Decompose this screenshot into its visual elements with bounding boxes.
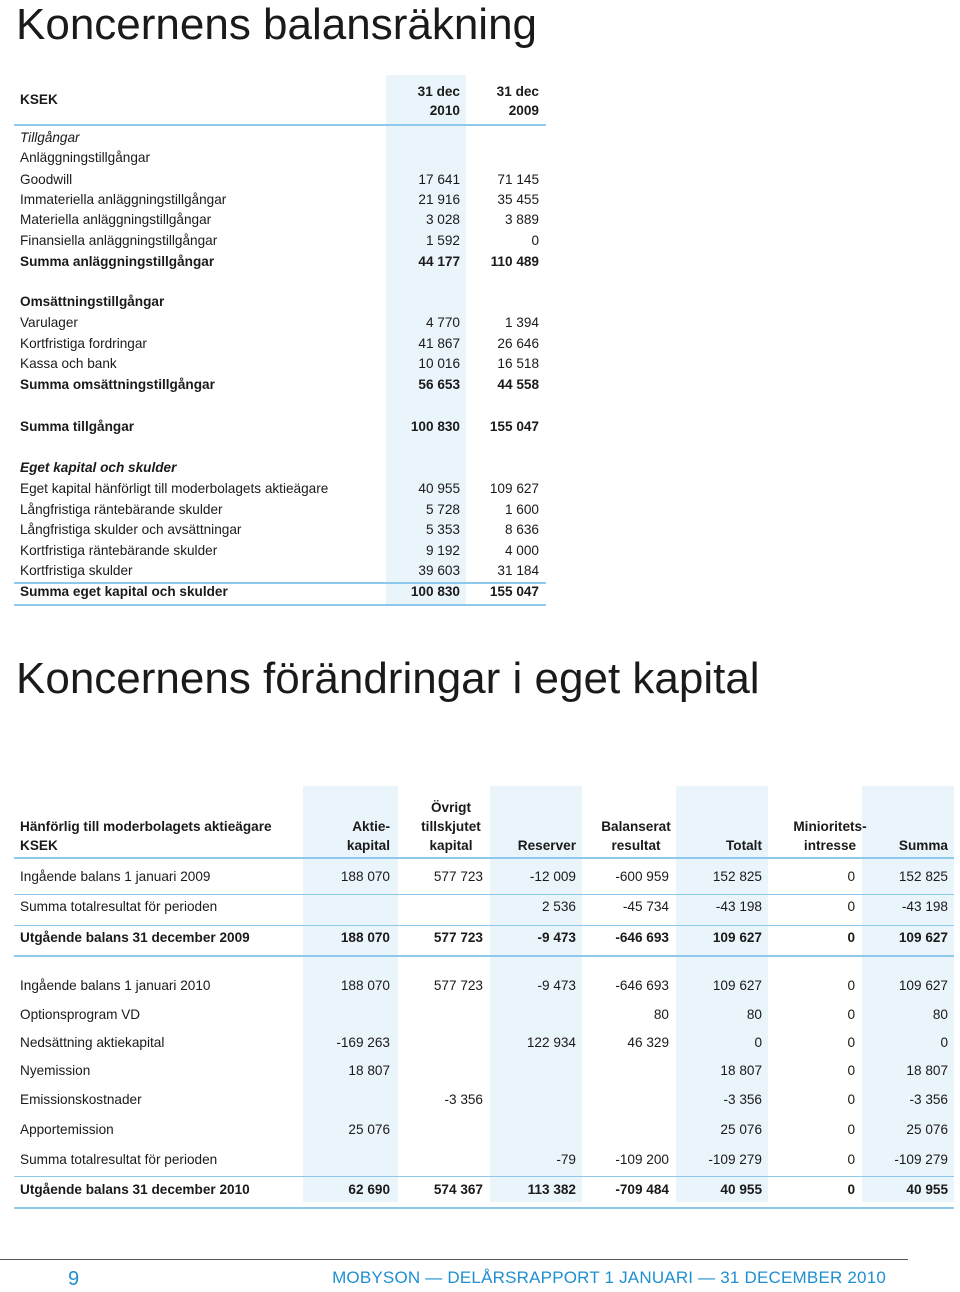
balance-value-2010: 41 867 xyxy=(418,336,460,351)
balance-value-2010: 5 728 xyxy=(425,502,460,517)
equity-row-label: Utgående balans 31 december 2009 xyxy=(20,930,250,945)
equity-cell-minoritet: 0 xyxy=(847,1063,855,1078)
balance-value-2010: 21 916 xyxy=(418,192,460,207)
equity-cell-reserver: -9 473 xyxy=(537,930,576,945)
equity-row xyxy=(0,1060,960,1082)
rule-after-row1 xyxy=(14,894,954,895)
equity-cell-balanserat: 80 xyxy=(653,1007,669,1022)
equity-cell-summa: 18 807 xyxy=(906,1063,948,1078)
balance-row-label: Långfristiga räntebärande skulder xyxy=(20,502,223,517)
equity-row-label: Ingående balans 1 januari 2009 xyxy=(20,869,211,884)
equity-head-label: Hänförlig till moderbolagets aktieägare KSEK xyxy=(20,819,272,853)
balance-value-2009: 3 889 xyxy=(504,212,539,227)
ksek-label: KSEK xyxy=(20,92,58,107)
balance-row-label: Kortfristiga skulder xyxy=(20,563,133,578)
equity-row xyxy=(0,1032,960,1054)
balance-row xyxy=(0,128,960,148)
equity-cell-summa: 152 825 xyxy=(898,869,948,884)
equity-row-label: Summa totalresultat för perioden xyxy=(20,899,218,914)
balance-row xyxy=(0,252,960,272)
balance-value-2010: 10 016 xyxy=(418,356,460,371)
col-head-reserver: Reserver xyxy=(517,838,576,853)
balance-row-label: Långfristiga skulder och avsättningar xyxy=(20,522,242,537)
equity-cell-totalt: 80 xyxy=(746,1007,762,1022)
equity-row xyxy=(0,1179,960,1201)
equity-cell-minoritet: 0 xyxy=(847,1122,855,1137)
balance-row-label: Kortfristiga fordringar xyxy=(20,336,147,351)
equity-cell-balanserat: -709 484 xyxy=(615,1182,669,1197)
equity-cell-minoritet: 0 xyxy=(847,899,855,914)
total-underline xyxy=(14,604,546,606)
balance-value-2010: 100 830 xyxy=(410,584,460,599)
balance-row xyxy=(0,520,960,540)
balance-row xyxy=(0,210,960,230)
balance-value-2010: 40 955 xyxy=(418,481,460,496)
equity-row-label: Ingående balans 1 januari 2010 xyxy=(20,978,211,993)
equity-row-label: Apportemission xyxy=(20,1122,114,1137)
equity-row-label: Utgående balans 31 december 2010 xyxy=(20,1182,250,1197)
equity-cell-totalt: 152 825 xyxy=(712,869,762,884)
equity-cell-aktiekapital: 62 690 xyxy=(348,1182,390,1197)
balance-row xyxy=(0,375,960,395)
col-head-balanserat: Balanserat resultat xyxy=(601,819,671,853)
balance-value-2009: 109 627 xyxy=(489,481,539,496)
balance-header-row xyxy=(0,90,960,110)
balance-value-2009: 8 636 xyxy=(504,522,539,537)
equity-cell-balanserat: -45 734 xyxy=(622,899,669,914)
balance-value-2009: 4 000 xyxy=(504,543,539,558)
balance-value-2010: 39 603 xyxy=(418,563,460,578)
equity-row xyxy=(0,866,960,888)
equity-row-label: Nedsättning aktiekapital xyxy=(20,1035,165,1050)
balance-row xyxy=(0,582,960,602)
equity-header-underline xyxy=(14,857,954,859)
balance-value-2009: 71 145 xyxy=(497,172,539,187)
equity-cell-minoritet: 0 xyxy=(847,869,855,884)
rule-after-ub2010 xyxy=(14,1207,954,1209)
equity-row-label: Nyemission xyxy=(20,1063,91,1078)
equity-row xyxy=(0,1004,960,1026)
balance-row-label: Varulager xyxy=(20,315,78,330)
balance-row-label: Summa tillgångar xyxy=(20,419,135,434)
equity-cell-totalt: 18 807 xyxy=(720,1063,762,1078)
page-title-equity-changes: Koncernens förändringar i eget kapital xyxy=(16,654,760,703)
balance-value-2010: 9 192 xyxy=(425,543,460,558)
balance-row xyxy=(0,354,960,374)
equity-row-label: Summa totalresultat för perioden xyxy=(20,1152,218,1167)
equity-cell-summa: 40 955 xyxy=(906,1182,948,1197)
balance-value-2009: 0 xyxy=(531,233,539,248)
balance-row-label: Eget kapital hänförligt till moderbolagets aktieägare xyxy=(20,481,329,496)
equity-cell-totalt: 109 627 xyxy=(712,930,762,945)
balance-row-label: Kortfristiga räntebärande skulder xyxy=(20,543,218,558)
rule-before-ub2010 xyxy=(14,1176,954,1177)
col-head-minoritet: Minioritets- intresse xyxy=(793,819,867,853)
balance-value-2009: 110 489 xyxy=(490,254,539,269)
balance-row-label: Finansiella anläggningstillgångar xyxy=(20,233,218,248)
header-underline xyxy=(14,124,546,126)
equity-row xyxy=(0,1149,960,1171)
balance-value-2010: 100 830 xyxy=(410,419,460,434)
balance-row-label: Materiella anläggningstillgångar xyxy=(20,212,212,227)
equity-cell-reserver: -79 xyxy=(556,1152,576,1167)
balance-row xyxy=(0,500,960,520)
equity-cell-totalt: -3 356 xyxy=(723,1092,762,1107)
balance-row xyxy=(0,231,960,251)
equity-cell-reserver: 122 934 xyxy=(526,1035,576,1050)
equity-cell-summa: 109 627 xyxy=(898,930,948,945)
equity-cell-ovrigt-tillskjutet: 577 723 xyxy=(433,930,483,945)
balance-value-2009: 1 394 xyxy=(504,315,539,330)
balance-row-label: Immateriella anläggningstillgångar xyxy=(20,192,227,207)
equity-row xyxy=(0,927,960,949)
equity-cell-aktiekapital: -169 263 xyxy=(336,1035,390,1050)
balance-row xyxy=(0,417,960,437)
equity-cell-minoritet: 0 xyxy=(847,930,855,945)
footer-page-number: 9 xyxy=(68,1268,80,1290)
equity-cell-summa: -43 198 xyxy=(901,899,948,914)
total-overline xyxy=(14,582,546,584)
equity-cell-ovrigt-tillskjutet: 574 367 xyxy=(433,1182,483,1197)
balance-value-2010: 56 653 xyxy=(418,377,460,392)
equity-cell-ovrigt-tillskjutet: -3 356 xyxy=(444,1092,483,1107)
equity-cell-minoritet: 0 xyxy=(847,1035,855,1050)
balance-row xyxy=(0,334,960,354)
footer-report-title: MOBYSON — DELÅRSRAPPORT 1 JANUARI — 31 DECEMBER 2010 xyxy=(332,1268,886,1287)
balance-row xyxy=(0,458,960,478)
equity-cell-aktiekapital: 18 807 xyxy=(348,1063,390,1078)
equity-cell-totalt: -109 279 xyxy=(708,1152,762,1167)
col-head-totalt: Totalt xyxy=(726,838,762,853)
equity-cell-ovrigt-tillskjutet: 577 723 xyxy=(433,869,483,884)
equity-row-label: Optionsprogram VD xyxy=(20,1007,141,1022)
balance-row xyxy=(0,292,960,312)
rule-after-ub2009 xyxy=(14,955,954,957)
balance-value-2010: 44 177 xyxy=(418,254,460,269)
balance-value-2010: 4 770 xyxy=(425,315,460,330)
equity-cell-balanserat: -600 959 xyxy=(615,869,669,884)
balance-value-2010: 1 592 xyxy=(425,233,460,248)
balance-value-2009: 1 600 xyxy=(504,502,539,517)
equity-cell-balanserat: -646 693 xyxy=(615,978,669,993)
equity-cell-totalt: -43 198 xyxy=(715,899,762,914)
equity-cell-summa: 109 627 xyxy=(898,978,948,993)
balance-row-label: Omsättningstillgångar xyxy=(20,294,165,309)
equity-cell-totalt: 109 627 xyxy=(712,978,762,993)
equity-cell-summa: 0 xyxy=(940,1035,948,1050)
equity-cell-totalt: 0 xyxy=(754,1035,762,1050)
balance-sheet-table xyxy=(0,0,960,620)
equity-cell-aktiekapital: 188 070 xyxy=(340,978,390,993)
balance-row xyxy=(0,479,960,499)
equity-cell-totalt: 25 076 xyxy=(720,1122,762,1137)
equity-cell-aktiekapital: 25 076 xyxy=(348,1122,390,1137)
equity-cell-minoritet: 0 xyxy=(847,1182,855,1197)
balance-value-2009: 26 646 xyxy=(497,336,539,351)
rule-before-ub2009 xyxy=(14,925,954,926)
balance-row xyxy=(0,170,960,190)
balance-value-2009: 16 518 xyxy=(497,356,539,371)
balance-row xyxy=(0,561,960,581)
equity-cell-summa: 25 076 xyxy=(906,1122,948,1137)
col-head-summa: Summa xyxy=(898,838,948,853)
equity-cell-reserver: 2 536 xyxy=(541,899,576,914)
balance-row xyxy=(0,190,960,210)
equity-cell-aktiekapital: 188 070 xyxy=(340,869,390,884)
balance-value-2010: 5 353 xyxy=(425,522,460,537)
balance-row-label: Eget kapital och skulder xyxy=(20,460,177,475)
col-header-2009: 31 dec 2009 xyxy=(496,84,539,118)
equity-cell-minoritet: 0 xyxy=(847,1092,855,1107)
equity-cell-balanserat: 46 329 xyxy=(627,1035,669,1050)
equity-cell-ovrigt-tillskjutet: 577 723 xyxy=(433,978,483,993)
equity-row xyxy=(0,975,960,997)
page-title-balance-sheet: Koncernens balansräkning xyxy=(16,0,538,49)
equity-cell-balanserat: -109 200 xyxy=(615,1152,669,1167)
equity-cell-minoritet: 0 xyxy=(847,978,855,993)
balance-value-2010: 3 028 xyxy=(425,212,460,227)
balance-value-2009: 35 455 xyxy=(497,192,539,207)
equity-cell-summa: -3 356 xyxy=(909,1092,948,1107)
equity-row-label: Emissionskostnader xyxy=(20,1092,142,1107)
col-head-ovrigt: Övrigt tillskjutet kapital xyxy=(421,800,481,853)
balance-value-2010: 17 641 xyxy=(418,172,460,187)
footer-rule xyxy=(0,1259,908,1260)
balance-row-label: Goodwill xyxy=(20,172,73,187)
equity-cell-minoritet: 0 xyxy=(847,1007,855,1022)
equity-row xyxy=(0,1119,960,1141)
balance-value-2009: 155 047 xyxy=(489,584,539,599)
equity-cell-summa: -109 279 xyxy=(894,1152,948,1167)
equity-cell-totalt: 40 955 xyxy=(720,1182,762,1197)
col-header-2010: 31 dec 2010 xyxy=(417,84,460,118)
col-head-aktiekapital: Aktie- kapital xyxy=(346,819,390,853)
equity-cell-summa: 80 xyxy=(932,1007,948,1022)
balance-row-label: Summa omsättningstillgångar xyxy=(20,377,215,392)
balance-row xyxy=(0,541,960,561)
balance-row-label: Anläggningstillgångar xyxy=(20,150,150,165)
equity-cell-reserver: -9 473 xyxy=(537,978,576,993)
balance-value-2009: 44 558 xyxy=(497,377,539,392)
equity-row xyxy=(0,896,960,918)
balance-row xyxy=(0,148,960,168)
balance-row-label: Kassa och bank xyxy=(20,356,117,371)
balance-value-2009: 155 047 xyxy=(489,419,539,434)
equity-cell-minoritet: 0 xyxy=(847,1152,855,1167)
equity-cell-reserver: 113 382 xyxy=(527,1182,576,1197)
equity-cell-balanserat: -646 693 xyxy=(615,930,669,945)
equity-cell-aktiekapital: 188 070 xyxy=(340,930,390,945)
balance-value-2009: 31 184 xyxy=(497,563,539,578)
balance-row-label: Tillgångar xyxy=(20,130,80,145)
balance-row-label: Summa anläggningstillgångar xyxy=(20,254,215,269)
equity-cell-reserver: -12 009 xyxy=(529,869,576,884)
balance-row-label: Summa eget kapital och skulder xyxy=(20,584,228,599)
balance-row xyxy=(0,313,960,333)
equity-row xyxy=(0,1089,960,1111)
